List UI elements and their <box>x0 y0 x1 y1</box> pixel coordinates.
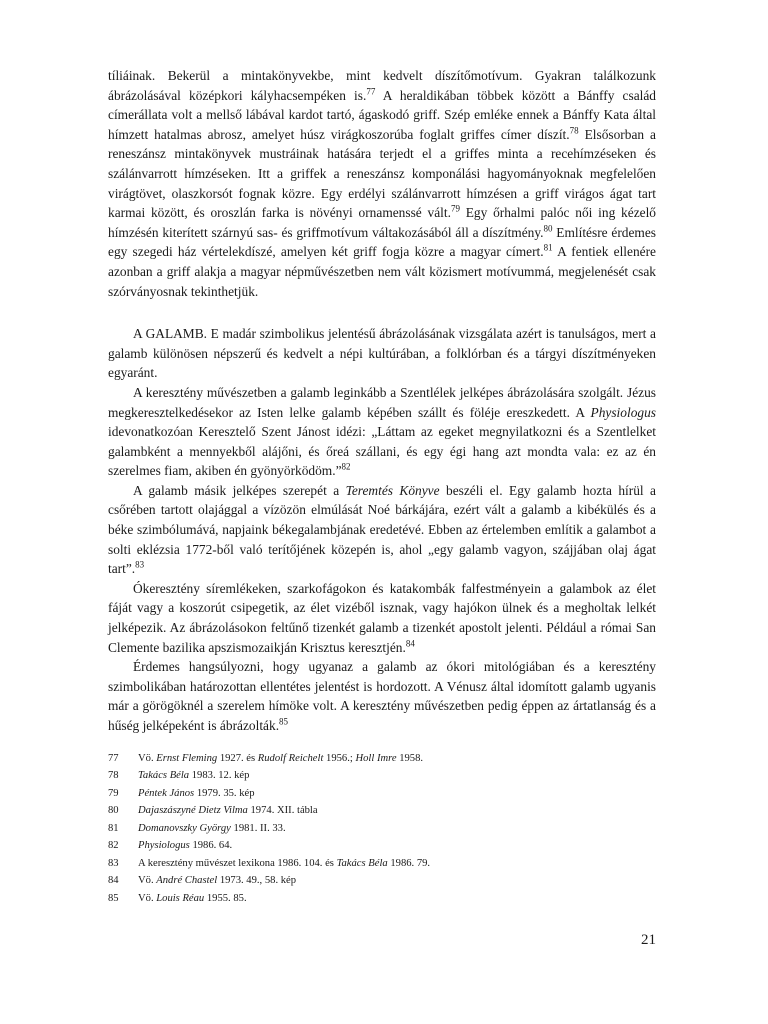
footnote-ref: 85 <box>279 716 289 727</box>
italic-text: Teremtés Könyve <box>345 482 440 498</box>
footnote-item <box>108 767 656 785</box>
footnote-text <box>138 855 656 873</box>
footnote-text <box>138 767 656 785</box>
text-run: Vö. <box>138 752 157 764</box>
footnote-text <box>138 785 656 803</box>
italic-text: Rudolf Reichelt <box>257 752 324 764</box>
text-run: 1981. II. 33. <box>230 822 286 834</box>
footnote-ref: 79 <box>450 203 460 214</box>
paragraph <box>108 66 656 301</box>
footnote-number: 79 <box>108 787 119 799</box>
page-body <box>108 66 656 907</box>
text-run: Érdemes hangsúlyozni, hogy ugyanaz a galamb az ókori mitológiában és a keresztény szimbolikában határozottan ellentétes jelentést is hordozott. A Vénusz által idomított galamb ugyanis már a görögöknél a szerelem hímöke volt. A keresztény művészetben pedig éppen az ártatlanság és a hűség jelképeként is ábrázolták. <box>108 659 656 733</box>
italic-text: Physiologus <box>590 404 656 420</box>
paragraph <box>108 481 656 579</box>
footnote-ref: 82 <box>341 461 351 472</box>
text-run: A heraldikában többek között a Bánffy család címerállata volt a mellső lábával kardot tartó, ágaskodó griff. Szép emléke ennek a Bánffy Kata által hímzett hatalmas abrosz, amelyet húsz virágkoszorúba foglalt griffes címer díszít. <box>108 87 656 142</box>
footnote-item <box>108 837 656 855</box>
footnote-ref: 83 <box>135 559 145 570</box>
italic-text: Ernst Fleming <box>156 752 218 764</box>
footnote-number: 77 <box>108 752 119 764</box>
text-run: beszéli el. Egy galamb hozta hírül a csőrében tartott olajággal a vízözön elmúlását Noé bárkájára, ezért vált a galamb a kibékülés és a béke szimbólumává, napjaink békegalambjának eredetévé. Ebben az értelemben említik a galambot a solti eklézsia 1772-ből való terítőjének közepén is, ahol „egy galamb vagyon, szájjában olaj ágat tart”. <box>108 482 656 577</box>
footnote-item <box>108 785 656 803</box>
footnote-ref: 78 <box>569 125 579 136</box>
footnote-text <box>138 890 656 908</box>
text-run: A keresztény művészet lexikona 1986. 104. és <box>138 857 337 869</box>
text-run: 1986. 64. <box>189 840 233 852</box>
text-run: 1955. 85. <box>204 892 247 904</box>
footnote-ref: 81 <box>543 242 553 253</box>
footnote-item <box>108 802 656 820</box>
section-gap <box>108 301 656 324</box>
text-run: 1986. 79. <box>387 857 431 869</box>
body-text <box>108 66 656 736</box>
footnote-item <box>108 820 656 838</box>
footnote-text <box>138 872 656 890</box>
text-run: Vö. <box>138 875 157 887</box>
footnote-text <box>138 837 656 855</box>
footnote-number: 81 <box>108 822 119 834</box>
text-run: Vö. <box>138 892 157 904</box>
text-run: 1979. 35. kép <box>194 787 255 799</box>
footnote-text <box>138 820 656 838</box>
page-number: 21 <box>641 932 656 948</box>
footnote-text <box>138 802 656 820</box>
text-run: A keresztény művészetben a galamb leginkább a Szentlélek jelképes ábrázolására szolgált. Jézus megkeresztelkedésekor az Isten lelke galamb képében szállt és föléje ereszkedett. A <box>108 384 656 420</box>
italic-text: Takács Béla <box>138 770 190 782</box>
text-run: Egy őrhalmi palóc női ing kézelő hímzésén kiterített szárnyú sas- és griffmotívum váltakozásából áll a díszítmény. <box>108 205 656 240</box>
text-run: Elsősorban a reneszánsz mintakönyvek mustráinak hatására terjedt el a griffes minta a recehímzéseken és szálánvarrott hímzéseken. Itt a griffek a reneszánsz komponálási hagyományoknak megfelelően virágtövet, olaszkorsót fognak közre. Egy erdélyi szálánvarrott hímzésen a griff virágos ágat tart karmai között, és oroszlán farka is növényi ornamenssé vált. <box>108 126 656 221</box>
text-run: A galamb másik jelképes szerepét a <box>133 482 346 498</box>
text-run: 1973. 49., 58. kép <box>217 875 297 887</box>
footnote-ref: 80 <box>543 223 553 234</box>
text-run: 1974. XII. tábla <box>247 805 318 817</box>
italic-text: Louis Réau <box>156 892 205 904</box>
paragraph <box>108 383 656 481</box>
footnotes <box>108 750 656 908</box>
italic-text: Holl Imre <box>355 752 397 764</box>
footnote-number: 85 <box>108 892 119 904</box>
footnote-number: 84 <box>108 875 119 887</box>
text-run: 1958. <box>396 752 424 764</box>
italic-text: Péntek János <box>138 787 195 799</box>
text-run: 1983. 12. kép <box>189 770 250 782</box>
footnote-number: 83 <box>108 857 119 869</box>
italic-text: Domanovszky György <box>138 822 231 834</box>
text-run: idevonatkozóan Keresztelő Szent Jánost idézi: „Láttam az egeket megnyilatkozni és a Szentlelket galambként a mennyekből alájőni, és őreá szállani, és egy égi hang azt mondta vala: ez az én szerelmes fiam, akiben én gyönyörködöm.” <box>108 424 656 479</box>
paragraph <box>108 324 656 383</box>
text-run: tíliáinak. Bekerül a mintakönyvekbe, mint kedvelt díszítőmotívum. Gyakran találkozunk ábrázolásával középkori kályhacsempéken is. <box>108 68 656 103</box>
footnote-item <box>108 855 656 873</box>
footnote-number: 82 <box>108 840 119 852</box>
footnote-ref: 77 <box>366 86 376 97</box>
footnote-item <box>108 750 656 768</box>
italic-text: Physiologus <box>138 840 190 852</box>
footnote-ref: 84 <box>405 638 415 649</box>
paragraph <box>108 657 656 735</box>
footnote-item <box>108 872 656 890</box>
text-run: Említésre érdemes egy szegedi ház vértelekdíszé, amelyen két griff fogja közre a magyar címert. <box>108 224 656 260</box>
text-run: A GALAMB. E madár szimbolikus jelentésű ábrázolásának vizsgálata azért is tanulságos, mert a galamb különösen népszerű és kedvelt a népi kultúrában, a folklórban és a tárgyi díszítményeken egyaránt. <box>108 326 656 381</box>
text-run: 1927. és <box>217 752 258 764</box>
paragraph <box>108 579 656 657</box>
text-run: 1956.; <box>323 752 356 764</box>
footnote-number: 80 <box>108 805 119 817</box>
text-run: Ókeresztény síremlékeken, szarkofágokon és katakombák falfestményein a galambok az élet fáját vagy a koszorút csipegetik, az élet vizéből isznak, vagy hajókon ülnek és a megholtak lelkét jelképezik. Az ábrázolásokon feltűnő tizenkét galamb a tizenkét apostolt jelenti. Például a római San Clemente bazilika apszismozaikján Krisztus keresztjén. <box>108 580 656 655</box>
text-run: A fentiek ellenére azonban a griff alakja a magyar népművészetben nem vált közismert motívummá, megjelenését csak szórványosnak tekinthetjük. <box>108 244 656 299</box>
footnote-item <box>108 890 656 908</box>
footnote-number: 78 <box>108 770 119 782</box>
footnote-text <box>138 750 656 768</box>
italic-text: André Chastel <box>156 875 218 887</box>
italic-text: Takács Béla <box>336 857 388 869</box>
italic-text: Dajaszászyné Dietz Vilma <box>138 805 248 817</box>
